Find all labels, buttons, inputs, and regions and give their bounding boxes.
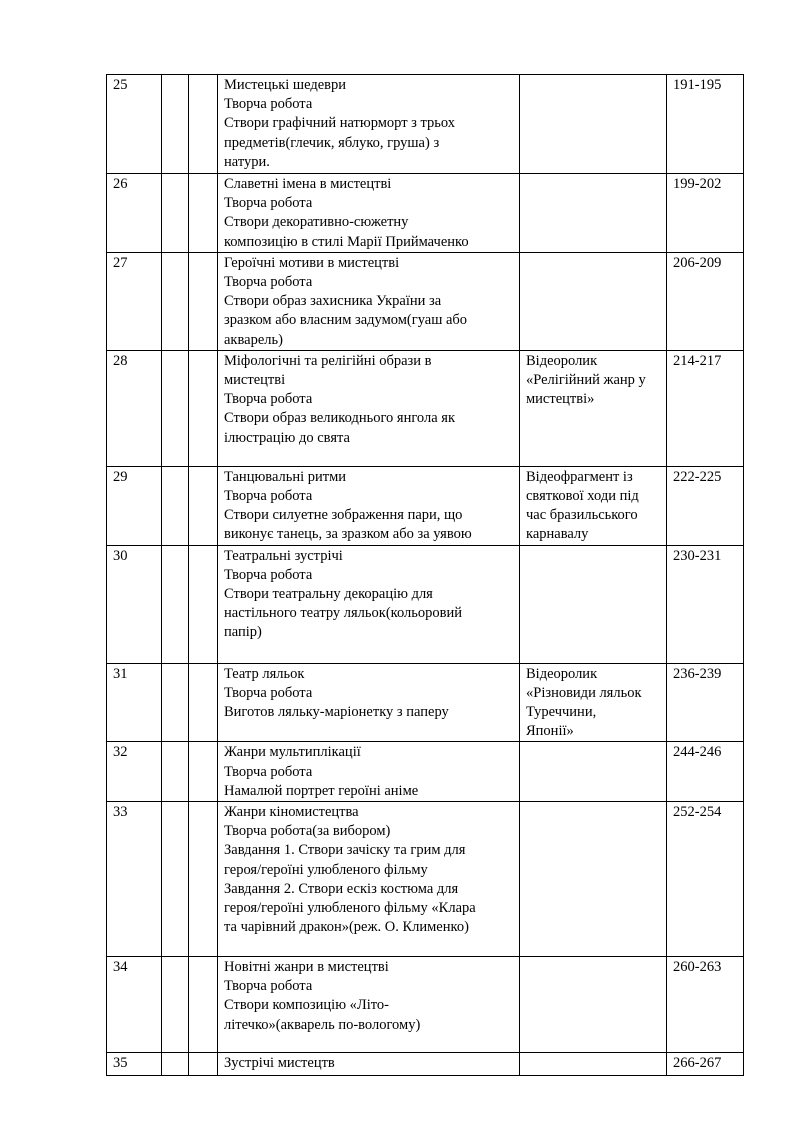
resource-line: «Релігійний жанр у — [526, 372, 646, 389]
blank-cell-correction — [189, 174, 218, 253]
lesson-number: 35 — [107, 1053, 162, 1076]
blank-cell-correction — [189, 350, 218, 466]
lesson-topic-cell — [218, 545, 520, 663]
blank-cell-date — [162, 957, 189, 1053]
lesson-topic-line: Творча робота — [224, 195, 313, 212]
lesson-topic-line: предметів(глечик, яблуко, груша) з — [224, 134, 440, 151]
lesson-topic-cell — [218, 1053, 520, 1076]
lesson-topic-title: Славетні імена в мистецтві — [224, 176, 392, 192]
lesson-topic-line: Завдання 1. Створи зачіску та грим для — [224, 842, 466, 859]
page-range: 191-195 — [667, 75, 744, 174]
lesson-topic-line: зразком або власним задумом(гуаш або — [224, 312, 468, 329]
resource-line: Відеоролик — [526, 665, 598, 682]
resource-line: святкової ходи під — [526, 488, 639, 505]
lesson-number: 27 — [107, 252, 162, 350]
lesson-topic-title: Жанри кіномистецтва — [224, 804, 359, 821]
lesson-number: 34 — [107, 957, 162, 1053]
resource-cell — [520, 663, 667, 742]
lesson-topic-line: Творча робота — [224, 391, 313, 408]
lesson-topic-line: Творча робота — [224, 978, 313, 995]
table-row — [107, 252, 744, 350]
lesson-topic-line: та чарівний дракон»(реж. О. Клименко) — [224, 919, 469, 936]
lesson-number: 26 — [107, 174, 162, 253]
resource-cell — [520, 252, 667, 350]
lesson-topic-cell — [218, 350, 520, 466]
lesson-topic-title: Міфологічні та релігійні образи в — [224, 352, 432, 369]
table-row — [107, 742, 744, 802]
lesson-topic-line: Створи театральну декорацію для — [224, 586, 433, 603]
resource-cell — [520, 350, 667, 466]
lesson-topic-cell — [218, 957, 520, 1053]
lesson-topic-cell — [218, 174, 520, 253]
lesson-topic-cell — [218, 663, 520, 742]
resource-line: Відеоролик — [526, 352, 598, 369]
lesson-topic-title: Танцювальні ритми — [224, 468, 347, 485]
lesson-topic-line: Творча робота — [224, 96, 313, 113]
resource-line: «Різновиди ляльок — [526, 684, 642, 701]
lesson-topic-line: Створи силуетне зображення пари, що — [224, 507, 463, 524]
resource-line: Відеофрагмент із — [526, 468, 633, 485]
page-range: 244-246 — [667, 742, 744, 802]
lesson-topic-line: Виготов ляльку-маріонетку з паперу — [224, 704, 449, 721]
lesson-topic-line: Творча робота — [224, 566, 313, 583]
table-row — [107, 350, 744, 466]
resource-cell — [520, 957, 667, 1053]
page-range: 260-263 — [667, 957, 744, 1053]
blank-cell-date — [162, 252, 189, 350]
lesson-topic-title: Мистецькі шедеври — [224, 77, 347, 93]
page-range: 206-209 — [667, 252, 744, 350]
lesson-topic-title: Новітні жанри в мистецтві — [224, 959, 389, 976]
lesson-topic-line: Створи композицію «Літо- — [224, 997, 389, 1014]
table-row — [107, 663, 744, 742]
blank-cell-correction — [189, 802, 218, 957]
resource-line: мистецтві» — [526, 391, 595, 408]
lesson-number: 29 — [107, 466, 162, 545]
table-row — [107, 1053, 744, 1076]
table-row — [107, 957, 744, 1053]
lesson-topic-line: композицію в стилі Марії Приймаченко — [224, 233, 469, 250]
lesson-topic-cell — [218, 252, 520, 350]
lesson-topic-line: настільного театру ляльок(кольоровий — [224, 605, 462, 622]
resource-cell — [520, 742, 667, 802]
lesson-topic-title: Театральні зустрічі — [224, 547, 343, 564]
blank-cell-date — [162, 663, 189, 742]
table-row — [107, 802, 744, 957]
page-range: 214-217 — [667, 350, 744, 466]
lesson-topic-line: Творча робота — [224, 488, 313, 505]
blank-cell-correction — [189, 252, 218, 350]
blank-cell-correction — [189, 663, 218, 742]
page-range: 236-239 — [667, 663, 744, 742]
lesson-number: 31 — [107, 663, 162, 742]
blank-cell-date — [162, 742, 189, 802]
blank-cell-date — [162, 802, 189, 957]
table-row — [107, 174, 744, 253]
resource-cell — [520, 1053, 667, 1076]
lesson-topic-line: Творча робота — [224, 274, 313, 291]
blank-cell-date — [162, 75, 189, 174]
blank-cell-date — [162, 1053, 189, 1076]
page-range: 230-231 — [667, 545, 744, 663]
blank-cell-correction — [189, 1053, 218, 1076]
resource-line: Туреччини, — [526, 704, 597, 721]
page-range: 266-267 — [667, 1053, 744, 1076]
lesson-topic-cell — [218, 802, 520, 957]
lesson-number: 33 — [107, 802, 162, 957]
lesson-topic-line: Створи декоративно-сюжетну — [224, 214, 409, 231]
lesson-topic-line: ілюстрацію до свята — [224, 429, 350, 446]
table-row — [107, 466, 744, 545]
lesson-topic-line: героя/героїні улюбленого фільму — [224, 861, 428, 878]
lesson-number: 28 — [107, 350, 162, 466]
lesson-topic-line: акварель) — [224, 331, 283, 348]
blank-cell-date — [162, 174, 189, 253]
lesson-topic-line: Творча робота — [224, 684, 313, 701]
lesson-topic-line: Творча робота(за вибором) — [224, 823, 391, 840]
resource-cell — [520, 75, 667, 174]
lesson-topic-title: Зустрічі мистецтв — [224, 1055, 335, 1072]
blank-cell-correction — [189, 957, 218, 1053]
lesson-topic-line: літечко»(акварель по-вологому) — [224, 1016, 421, 1033]
blank-cell-date — [162, 350, 189, 466]
lesson-number: 32 — [107, 742, 162, 802]
resource-line: Японії» — [526, 723, 574, 740]
page-range: 222-225 — [667, 466, 744, 545]
lesson-topic-line: Створи образ захисника України за — [224, 293, 442, 310]
resource-cell — [520, 466, 667, 545]
blank-cell-date — [162, 545, 189, 663]
lesson-topic-title: Героїчні мотиви в мистецтві — [224, 254, 400, 271]
lesson-topic-line: виконує танець, за зразком або за уявою — [224, 526, 472, 543]
lesson-topic-cell — [218, 742, 520, 802]
blank-cell-correction — [189, 545, 218, 663]
resource-cell — [520, 802, 667, 957]
page-range: 199-202 — [667, 174, 744, 253]
blank-cell-date — [162, 466, 189, 545]
lesson-topic-cell — [218, 466, 520, 545]
lesson-topic-line: Намалюй портрет героїні аніме — [224, 782, 419, 799]
resource-cell — [520, 174, 667, 253]
lesson-topic-cell — [218, 75, 520, 174]
lesson-topic-line: Створи графічний натюрморт з трьох — [224, 115, 456, 132]
table-row — [107, 75, 744, 174]
resource-cell — [520, 545, 667, 663]
blank-cell-correction — [189, 75, 218, 174]
lesson-topic-line: Творча робота — [224, 763, 313, 780]
page-range: 252-254 — [667, 802, 744, 957]
lesson-number: 25 — [107, 75, 162, 174]
lesson-number: 30 — [107, 545, 162, 663]
resource-line: час бразильського — [526, 507, 638, 524]
table-row — [107, 545, 744, 663]
lesson-topic-line: Завдання 2. Створи ескіз костюма для — [224, 880, 459, 897]
resource-line: карнавалу — [526, 526, 589, 543]
lesson-topic-line: натури. — [224, 153, 270, 170]
blank-cell-correction — [189, 466, 218, 545]
lesson-plan-table — [106, 74, 744, 1076]
lesson-topic-title: Жанри мультиплікації — [224, 744, 361, 761]
lesson-topic-line: Створи образ великоднього янгола як — [224, 410, 455, 427]
lesson-topic-title: Театр ляльок — [224, 665, 305, 682]
lesson-topic-line: мистецтві — [224, 372, 286, 389]
lesson-topic-line: папір) — [224, 624, 262, 641]
blank-cell-correction — [189, 742, 218, 802]
lesson-topic-line: героя/героїні улюбленого фільму «Клара — [224, 900, 476, 917]
